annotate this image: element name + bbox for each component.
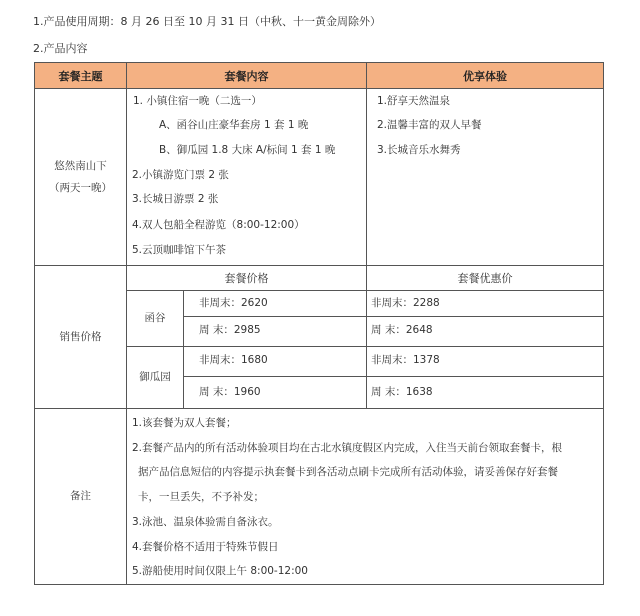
col-package-price: 套餐价格 — [224, 272, 269, 285]
content-item: 1. 小镇住宿一晚（二选一） — [133, 95, 262, 107]
hotel-name: 御瓜园 — [139, 371, 171, 383]
row-divider — [126, 346, 604, 347]
row-divider — [126, 290, 604, 291]
row-divider — [183, 376, 604, 377]
row-divider — [183, 316, 604, 317]
package-table — [34, 62, 604, 585]
price-value: 非周末：1680 — [199, 354, 268, 366]
table-border — [34, 584, 604, 585]
usage-period-text: 1.产品使用周期：8 月 26 日至 10 月 31 日（中秋、十一黄金周除外） — [33, 15, 381, 28]
experience-item: 1.舒享天然温泉 — [377, 95, 451, 107]
promo-value: 周 末：2648 — [371, 324, 433, 336]
content-item: B、御瓜园 1.8 大床 A/标间 1 套 1 晚 — [159, 144, 336, 156]
content-heading: 2.产品内容 — [33, 42, 88, 55]
content-item: 3.长城日游票 2 张 — [132, 193, 219, 205]
price-value: 周 末：2985 — [199, 324, 261, 336]
package-theme — [35, 89, 126, 265]
note-item: 5.游船使用时间仅限上午 8:00-12:00 — [132, 565, 308, 577]
experience-item: 3.长城音乐水舞秀 — [377, 144, 461, 156]
package-theme-duration: （两天一晚） — [49, 182, 112, 194]
note-item: 2.套餐产品内的所有活动体验项目均在古北水镇度假区内完成，入住当天前台领取套餐卡，根 — [132, 442, 563, 454]
hotel-name: 函谷 — [144, 312, 166, 324]
promo-value: 周 末：1638 — [371, 386, 433, 398]
content-item: 5.云顶咖啡馆下午茶 — [132, 244, 227, 256]
promo-value: 非周末：1378 — [371, 354, 440, 366]
note-item: 据产品信息短信的内容提示执套餐卡到各活动点刷卡完成所有活动体验，请妥善保存好套餐 — [138, 466, 558, 478]
experience-item: 2.温馨丰富的双人早餐 — [377, 119, 482, 131]
table-border — [603, 62, 604, 585]
note-item: 卡，一旦丢失，不予补发； — [138, 491, 264, 503]
column-divider — [366, 62, 367, 266]
col-promo-price: 套餐优惠价 — [457, 272, 513, 285]
content-item: 2.小镇游览门票 2 张 — [132, 169, 229, 181]
price-value: 非周末：2620 — [199, 297, 268, 309]
note-item: 1.该套餐为双人套餐； — [132, 417, 237, 429]
header-experience: 优享体验 — [367, 63, 603, 88]
header-content: 套餐内容 — [127, 63, 366, 88]
note-item: 4.套餐价格不适用于特殊节假日 — [132, 541, 279, 553]
notes-label: 备注 — [70, 490, 91, 502]
pricing-label: 销售价格 — [59, 330, 102, 343]
promo-value: 非周末：2288 — [371, 297, 440, 309]
header-theme: 套餐主题 — [35, 63, 126, 88]
note-item: 3.泳池、温泉体验需自备泳衣。 — [132, 516, 279, 528]
column-divider — [183, 290, 184, 409]
package-theme-name: 悠然南山下 — [54, 160, 107, 172]
content-item: A、函谷山庄豪华套房 1 套 1 晚 — [159, 119, 309, 131]
table-border — [34, 62, 604, 63]
price-value: 周 末：1960 — [199, 386, 261, 398]
content-item: 4.双人包船全程游览（8:00-12:00） — [132, 219, 305, 231]
